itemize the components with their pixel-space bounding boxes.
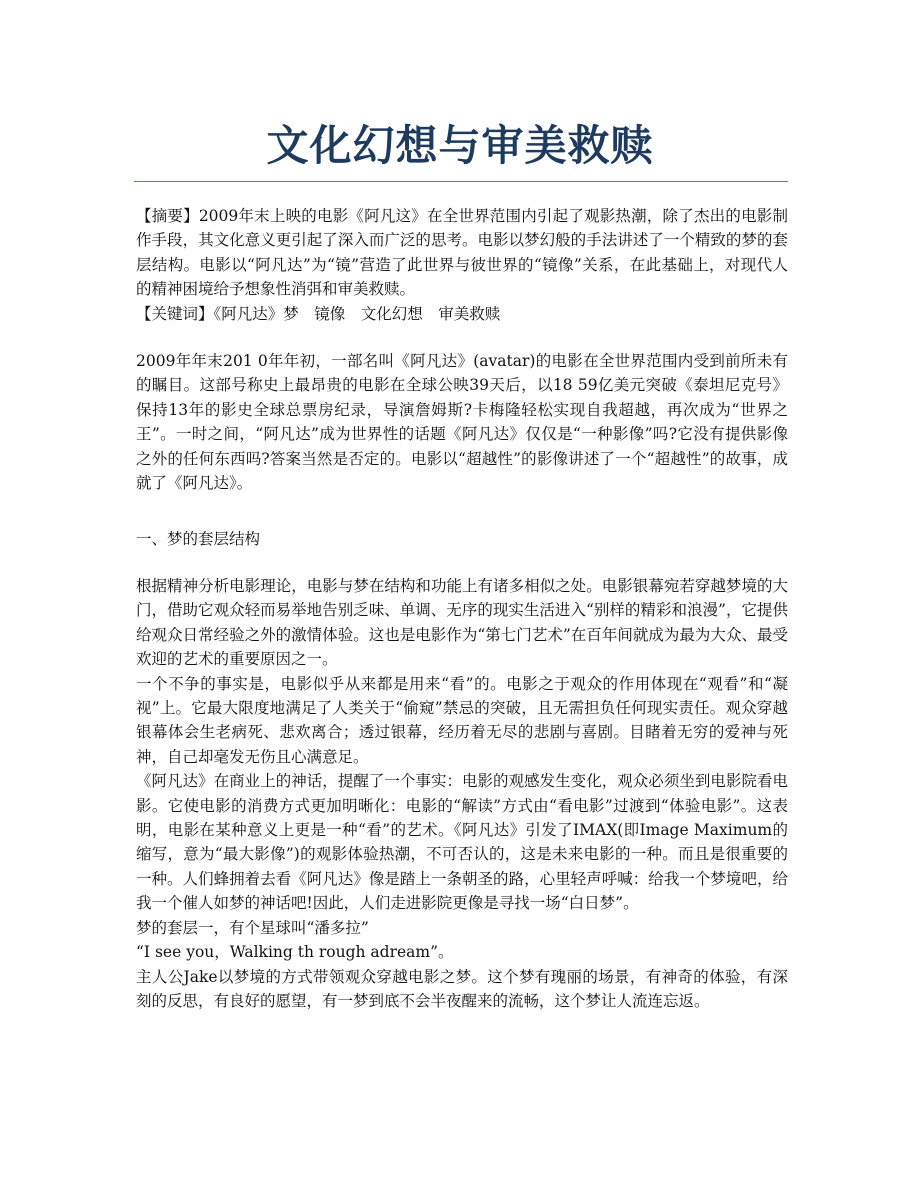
- page-title: 文化幻想与审美救赎: [266, 121, 654, 170]
- subsection-heading: 梦的套层一，有个星球叫“潘多拉”: [136, 918, 369, 937]
- intro-paragraph: 2009年年末201 0年年初，一部名叫《阿凡达》(avatar)的电影在全世界范围内受到前所未有的瞩目。这部号称史上最昂贵的电影在全球公映39天后，以18 59亿美元突破《泰坦尼克号》保持13年的影史全球总票房纪录，导演詹姆斯?卡梅隆轻松实现自我超越，再次成为“世界之王”。一时之间，“阿凡达”成为世界性的话题《阿凡达》仅仅是“一种影像”吗?它没有提供影像之外的任何东西吗?答案当然是否定的。电影以“超越性”的影像讲述了一个“超越性”的故事，成就了《阿凡达》。: [136, 352, 788, 493]
- abstract-paragraph: 【摘要】2009年末上映的电影《阿凡这》在全世界范围内引起了观影热潮，除了杰出的电影制作手段，其文化意义更引起了深入而广泛的思考。电影以梦幻般的手法讲述了一个精致的梦的套层结构。电影以“阿凡达”为“镜”营造了此世界与彼世界的“镜像”关系，在此基础上，对现代人的精神困境给予想象性消弭和审美救赎。: [136, 207, 788, 299]
- body-paragraph: 根据精神分析电影理论，电影与梦在结构和功能上有诸多相似之处。电影银幕宛若穿越梦境的大门，借助它观众轻而易举地告别乏味、单调、无序的现实生活进入“别样的精彩和浪漫”，它提供给观众日常经验之外的激情体验。这也是电影作为“第七门艺术”在百年间就成为最为大众、最受欢迎的艺术的重要原因之一。: [136, 577, 788, 669]
- body-paragraph: 一个不争的事实是，电影似乎从来都是用来“看”的。电影之于观众的作用体现在“观看”和“凝视”上。它最大限度地满足了人类关于“偷窥”禁忌的突破，且无需担负任何现实责任。观众穿越银幕体会生老病死、悲欢离合；透过银幕，经历着无尽的悲剧与喜剧。目睹着无穷的爱神与死神，自己却毫发无伤且心满意足。: [136, 674, 788, 766]
- section-body: [136, 574, 788, 1013]
- keywords-line: 【关键词】《阿凡达》梦 镜像 文化幻想 审美救赎: [136, 305, 501, 323]
- title-divider: [134, 181, 788, 182]
- quote-line: “I see you，Walking th rough adream”。: [136, 943, 454, 962]
- body-paragraph: 主人公Jake以梦境的方式带领观众穿越电影之梦。这个梦有瑰丽的场景，有神奇的体验，有深刻的反思，有良好的愿望，有一梦到底不会半夜醒来的流畅，这个梦让人流连忘返。: [136, 967, 788, 1010]
- section-heading: 一、梦的套层结构: [136, 530, 261, 548]
- body-paragraph: 《阿凡达》在商业上的神话，提醒了一个事实：电影的观感发生变化，观众必须坐到电影院看电影。它使电影的消费方式更加明晰化：电影的“解读”方式由“看电影”过渡到“体验电影”。这表明，电影在某种意义上更是一种“看”的艺术。《阿凡达》引发了IMAX(即Image Maximum的缩写，意为“最大影像”)的观影体验热潮，不可否认的，这是未来电影的一种。而且是很重要的一种。人们蜂拥着去看《阿凡达》像是踏上一条朝圣的路，心里轻声呼喊：给我一个梦境吧，给我一个催人如梦的神话吧!因此，人们走进影院更像是寻找一场“白日梦”。: [136, 772, 788, 913]
